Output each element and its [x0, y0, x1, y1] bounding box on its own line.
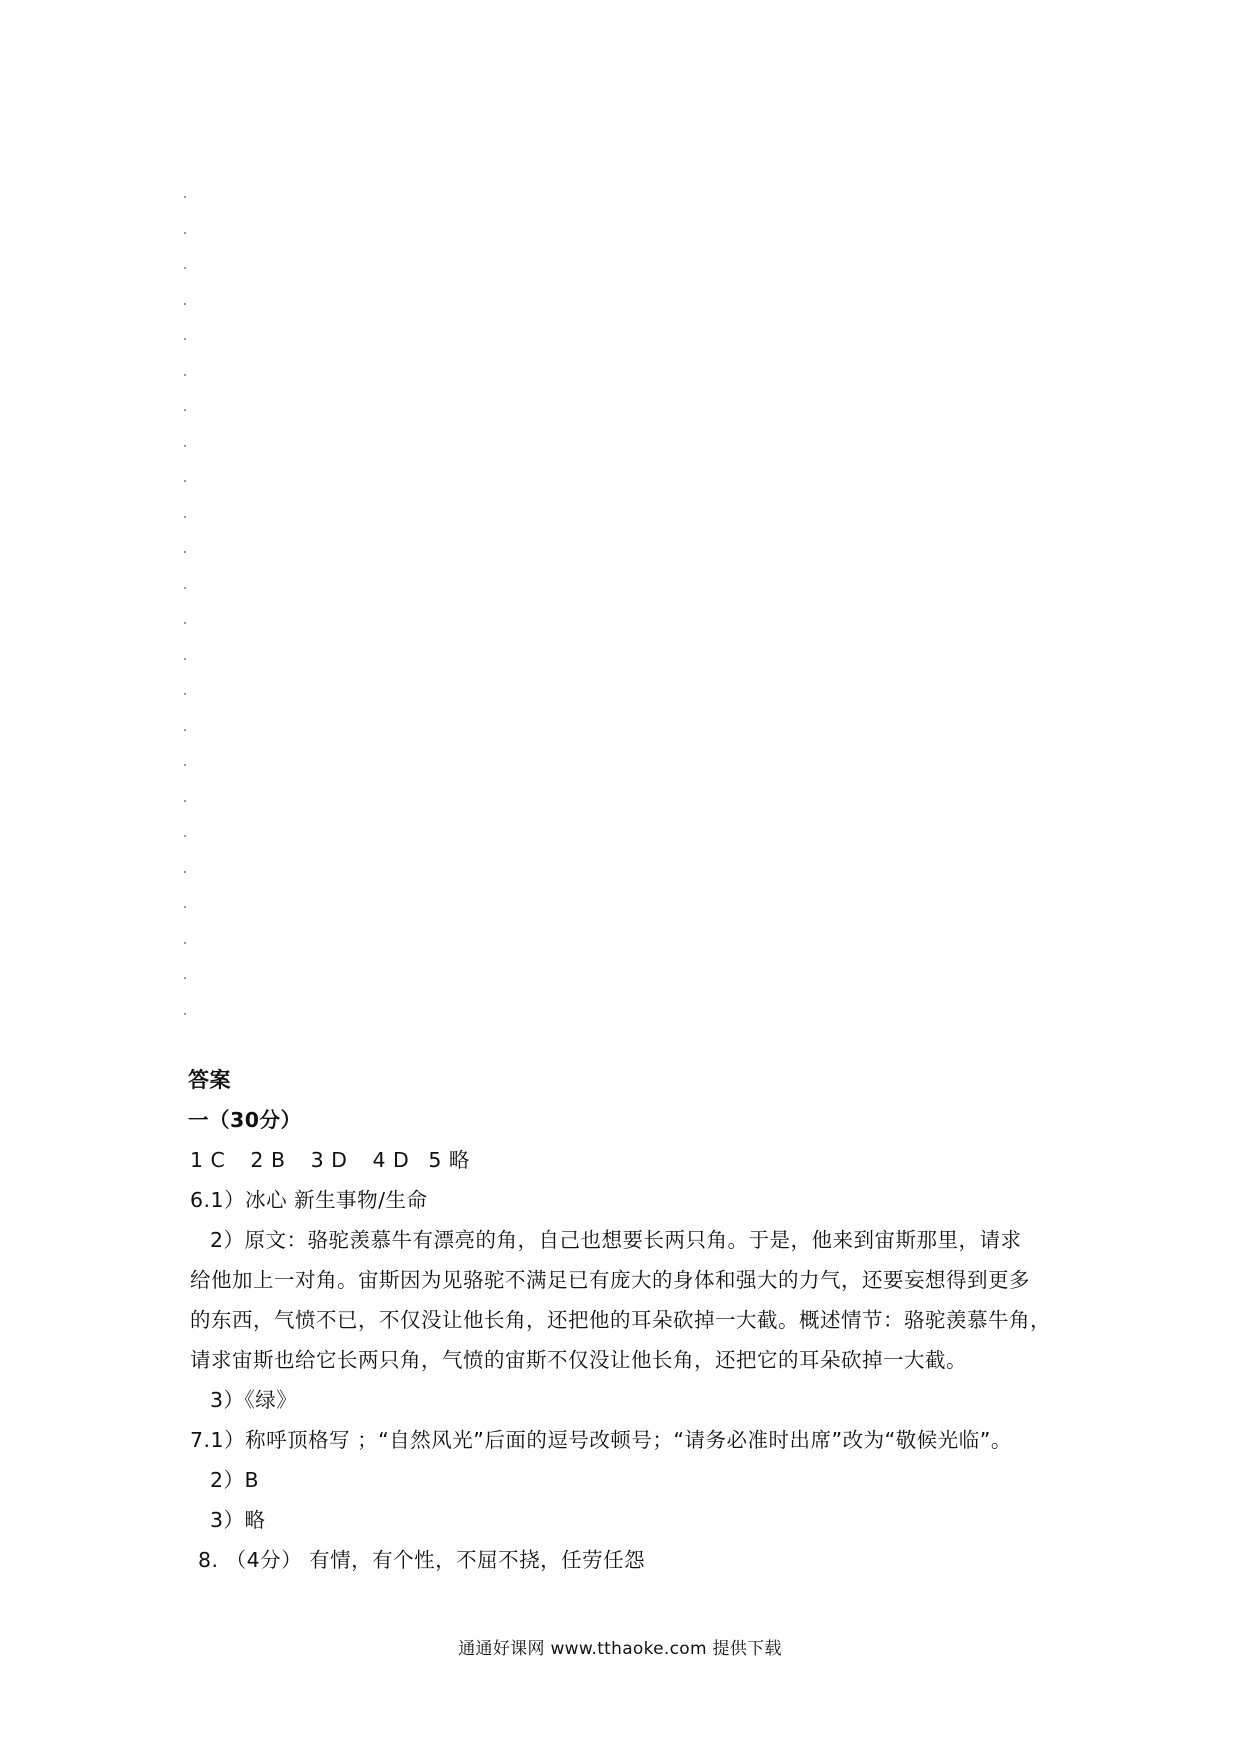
answers-heading: 答案: [188, 1068, 231, 1092]
paragraph-mark: [184, 338, 186, 340]
mcq-answer-2: 2 B: [250, 1148, 286, 1172]
footer-credit: 通通好课网 www.tthaoke.com 提供下载: [458, 1639, 782, 1659]
paragraph-mark: [184, 551, 186, 553]
q6-part2-line1: 2）原文：骆驼羡慕牛有漂亮的角，自己也想要长两只角。于是，他来到宙斯那里，请求: [210, 1228, 1022, 1252]
q8-answer: 8. （4分） 有情，有个性，不屈不挠，任劳任怨: [198, 1548, 646, 1572]
paragraph-mark: [184, 480, 186, 482]
q7-part3: 3）略: [210, 1508, 266, 1532]
paragraph-mark: [184, 232, 186, 234]
q6-part2-line4: 请求宙斯也给它长两只角，气愤的宙斯不仅没让他长角，还把它的耳朵砍掉一大截。: [190, 1348, 967, 1372]
paragraph-mark: [184, 445, 186, 447]
paragraph-mark: [184, 764, 186, 766]
paragraph-mark: [184, 516, 186, 518]
q6-part2-line2: 给他加上一对角。宙斯因为见骆驼不满足已有庞大的身体和强大的力气，还要妄想得到更多: [190, 1268, 1030, 1292]
q7-part1: 7.1）称呼顶格写 ；“自然风光”后面的逗号改顿号；“请务必准时出席”改为“敬候光临”。: [190, 1428, 1012, 1452]
paragraph-mark: [184, 800, 186, 802]
paragraph-mark: [184, 942, 186, 944]
paragraph-mark: [184, 196, 186, 198]
paragraph-mark: [184, 658, 186, 660]
paragraph-mark: [184, 587, 186, 589]
mcq-answer-3: 3 D: [310, 1148, 348, 1172]
paragraph-mark: [184, 303, 186, 305]
q6-part3: 3）《绿》: [210, 1388, 298, 1412]
mcq-answer-4: 4 D: [372, 1148, 410, 1172]
paragraph-mark: [184, 409, 186, 411]
mcq-answer-1: 1 C: [190, 1148, 226, 1172]
mcq-answer-5: 5 略: [428, 1148, 470, 1172]
q7-part2: 2）B: [210, 1468, 260, 1492]
paragraph-mark: [184, 1013, 186, 1015]
paragraph-mark: [184, 835, 186, 837]
paragraph-mark: [184, 374, 186, 376]
section-one-heading: 一（30分）: [188, 1108, 302, 1132]
q6-part1: 6.1）冰心 新生事物/生命: [190, 1188, 428, 1212]
paragraph-mark: [184, 729, 186, 731]
paragraph-mark: [184, 871, 186, 873]
mcq-answers: [190, 1146, 470, 1174]
paragraph-mark: [184, 693, 186, 695]
paragraph-mark: [184, 267, 186, 269]
paragraph-mark: [184, 906, 186, 908]
paragraph-mark: [184, 622, 186, 624]
paragraph-mark: [184, 977, 186, 979]
q6-part2-line3: 的东西，气愤不已，不仅没让他长角，还把他的耳朵砍掉一大截。概述情节：骆驼羡慕牛角，: [190, 1308, 1051, 1332]
